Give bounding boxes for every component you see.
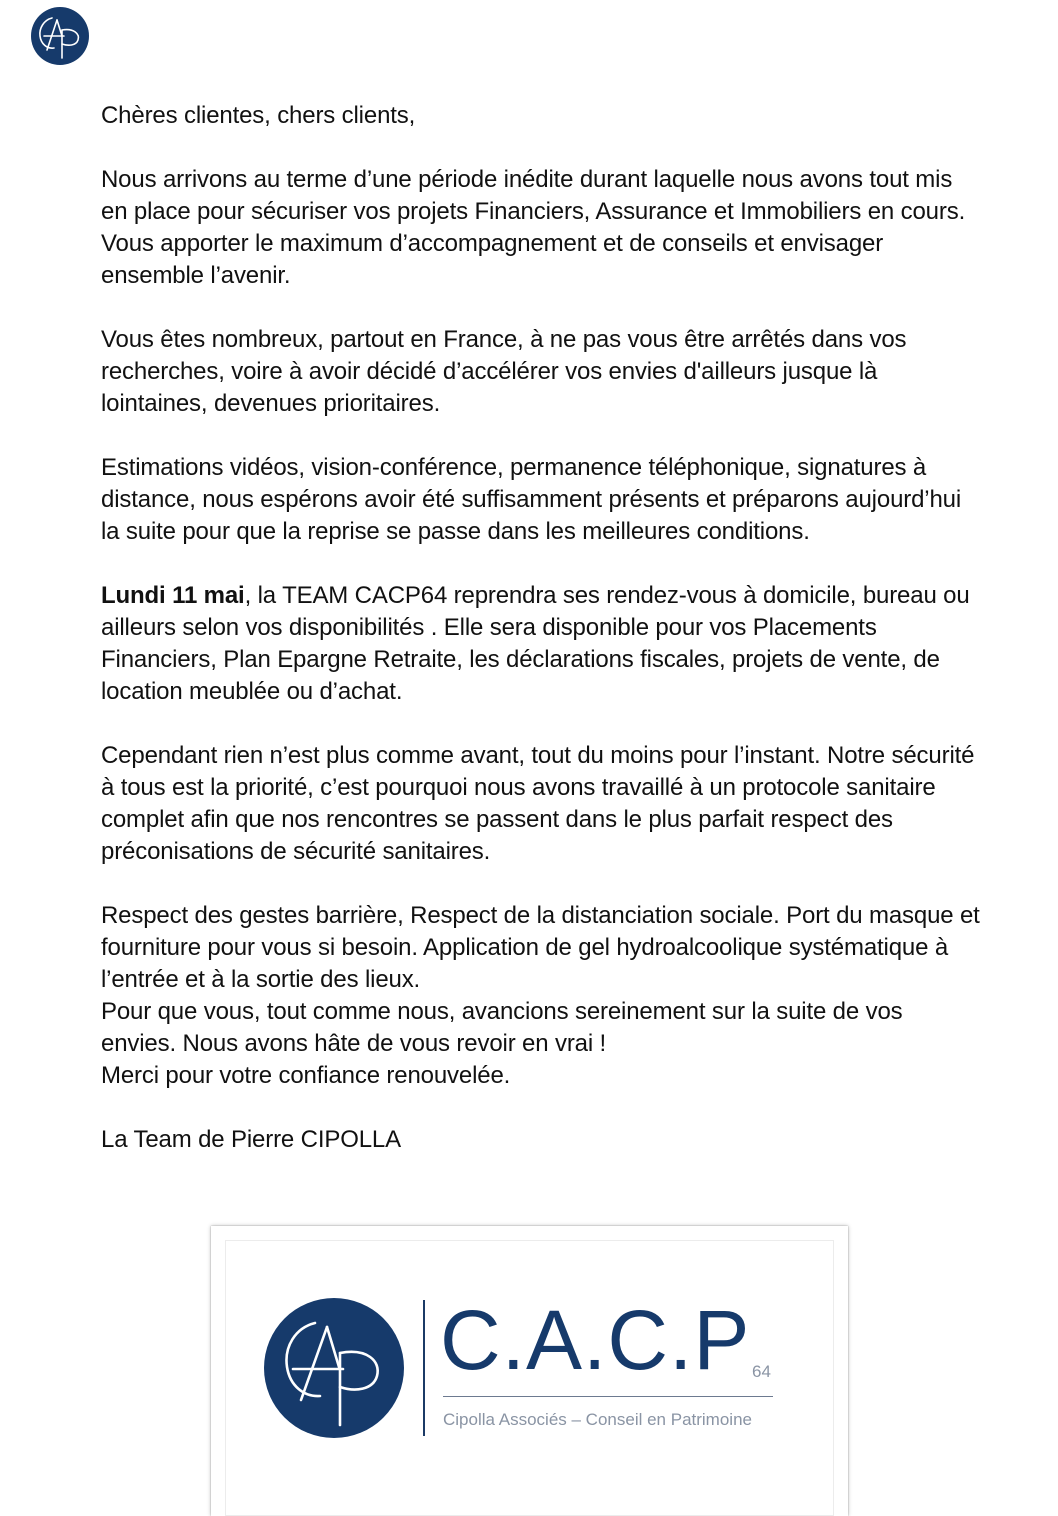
letter-paragraph-6c: Merci pour votre confiance renouvelée. bbox=[101, 1062, 511, 1089]
letter-paragraph-3: Estimations vidéos, vision-conférence, permanence téléphonique, signatures à distance, nous espérons avoir été suffisamment présents et préparons aujourd’hui la suite pour que la reprise se passe dans les meilleures conditions. bbox=[101, 454, 962, 545]
letter-greeting: Chères clientes, chers clients, bbox=[101, 102, 416, 129]
brand-suffix: 64 bbox=[752, 1362, 771, 1381]
letter-signature: La Team de Pierre CIPOLLA bbox=[101, 1126, 401, 1153]
letter-paragraph-1: Nous arrivons au terme d’une période inédite durant laquelle nous avons tout mis en place pour sécuriser vos projets Financiers, Assurance et Immobiliers en cours. Vous apporter le maximum d’accompagnement et de conseils et envisager ensemble l’avenir. bbox=[101, 166, 966, 289]
letter-paragraph-4-text: , la TEAM CACP64 reprendra ses rendez-vous à domicile, bureau ou ailleurs selon vos disponibilités . Elle sera disponible pour vos Placements Financiers, Plan Epargne Retraite, les déclarations fiscales, projets de vente, de location meublée ou d’achat. bbox=[101, 582, 970, 705]
brand-underline bbox=[443, 1396, 773, 1397]
footer-logo-icon bbox=[263, 1297, 405, 1439]
letter-paragraph-2: Vous êtes nombreux, partout en France, à ne pas vous être arrêtés dans vos recherches, voire à avoir décidé d’accélérer vos envies d'ailleurs jusque là lointaines, devenues prioritaires. bbox=[101, 326, 907, 417]
reopening-date: Lundi 11 mai bbox=[101, 582, 245, 609]
letter-paragraph-4 bbox=[101, 580, 981, 708]
header-logo-icon bbox=[30, 6, 90, 66]
brand-divider bbox=[423, 1300, 425, 1436]
brand-tagline: Cipolla Associés – Conseil en Patrimoine bbox=[443, 1410, 752, 1429]
letter-paragraph-6a: Respect des gestes barrière, Respect de la distanciation sociale. Port du masque et fourniture pour vous si besoin. Application de gel hydroalcoolique systématique à l’entrée et à la sortie des lieux. bbox=[101, 902, 980, 993]
letter-body bbox=[101, 100, 981, 1156]
letter-paragraph-5: Cependant rien n’est plus comme avant, tout du moins pour l’instant. Notre sécurité à tous est la priorité, c’est pourquoi nous avons travaillé à un protocole sanitaire complet afin que nos rencontres se passent dans le plus parfait respect des préconisations de sécurité sanitaires. bbox=[101, 742, 975, 865]
letter-paragraph-6b: Pour que vous, tout comme nous, avancions sereinement sur la suite de vos envies. Nous avons hâte de vous revoir en vrai ! bbox=[101, 998, 903, 1057]
brand-name: C.A.C.P bbox=[440, 1293, 751, 1387]
